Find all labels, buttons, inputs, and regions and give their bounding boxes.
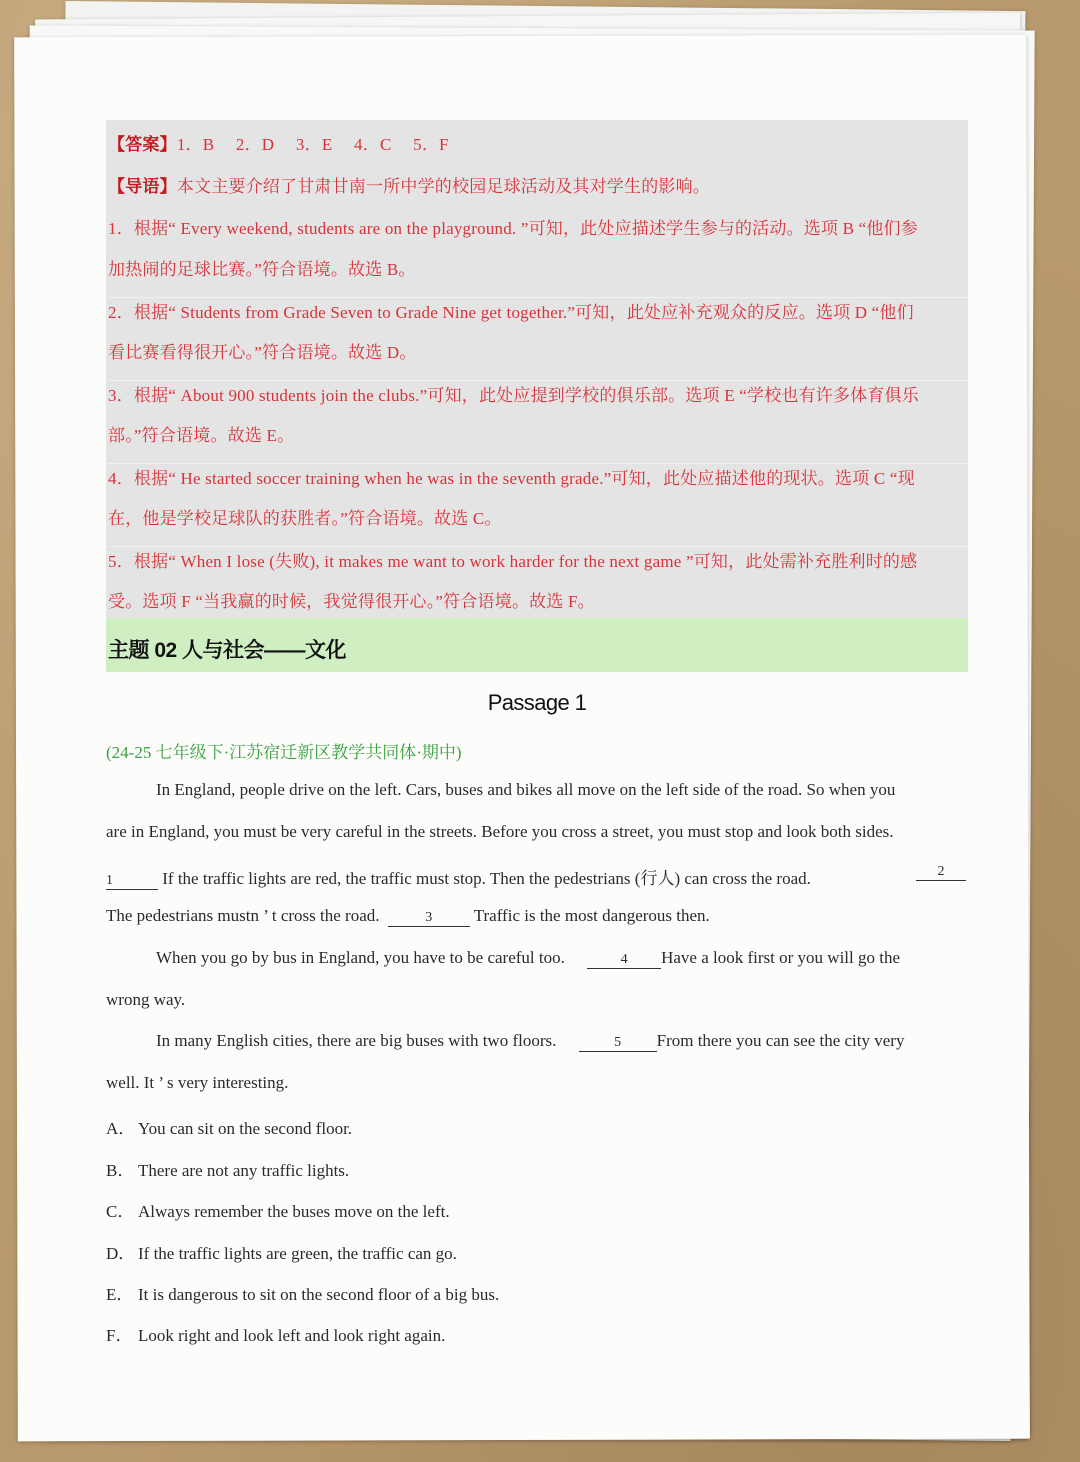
guide-tag: 【导语】 <box>108 177 177 196</box>
option-item <box>106 1197 450 1222</box>
answer-blank: 4 <box>587 952 661 969</box>
passage-source: (24-25 七年级下·江苏宿迁新区教学共同体·期中) <box>106 743 462 762</box>
passage-line <box>156 948 900 969</box>
answer-blank: 1 <box>106 873 158 890</box>
passage-line: are in England, you must be very careful in the streets. Before you cross a street, you must stop and look both sides. <box>106 822 894 841</box>
guide-line <box>108 172 968 197</box>
explanation-line: 受。选项 F “当我赢的时候，我觉得很开心。”符合语境。故选 F。 <box>108 592 595 611</box>
option-letter: D． <box>106 1244 136 1263</box>
passage-text: From there you can see the city very <box>656 1031 905 1050</box>
passage-line: well. It ’ s very interesting. <box>106 1073 289 1092</box>
option-letter: A． <box>106 1119 136 1138</box>
option-item <box>106 1321 445 1346</box>
topic-heading-bar <box>106 618 968 672</box>
option-text: Always remember the buses move on the left. <box>138 1202 450 1221</box>
passage-line <box>156 1031 904 1052</box>
option-text: It is dangerous to sit on the second floor of a big bus. <box>138 1285 500 1304</box>
option-letter: C． <box>106 1202 135 1221</box>
guide-text: 本文主要介绍了甘肃甘南一所中学的校园足球活动及其对学生的影响。 <box>176 177 711 196</box>
explanation-line: 5．根据“ When I lose (失败), it makes me want to work harder for the next game ”可知，此处需补充胜利时的感 <box>108 546 968 572</box>
passage-line: In England, people drive on the left. Cars, buses and bikes all move on the left side of the road. So when you <box>156 780 896 799</box>
answer-blank: 2 <box>916 864 966 881</box>
option-item <box>106 1114 352 1139</box>
topic-heading: 主题 02 人与社会——文化 <box>108 639 347 662</box>
passage-text: If the traffic lights are red, the traffic must stop. Then the pedestrians (行人) can cross the road. <box>158 869 811 888</box>
answer-explanation-box <box>106 120 968 618</box>
answer-blank: 5 <box>579 1035 657 1052</box>
answer-values: 1．B 2．D 3．E 4．C 5．F <box>176 135 449 154</box>
passage-title: Passage 1 <box>487 690 587 715</box>
passage-line <box>106 864 968 890</box>
explanation-line: 加热闹的足球比赛。”符合语境。故选 B。 <box>108 260 416 279</box>
option-item <box>106 1239 457 1264</box>
option-letter: B． <box>106 1161 135 1180</box>
explanation-line: 在，他是学校足球队的获胜者。”符合语境。故选 C。 <box>108 509 502 528</box>
passage-text: The pedestrians mustn ’ t cross the road. <box>106 906 380 925</box>
option-item <box>106 1280 499 1305</box>
explanation-line: 2．根据“ Students from Grade Seven to Grade Nine get together.”可知，此处应补充观众的反应。选项 D “他们 <box>108 297 968 323</box>
explanation-line: 3．根据“ About 900 students join the clubs.”可知，此处应提到学校的俱乐部。选项 E “学校也有许多体育俱乐 <box>108 380 968 406</box>
option-item <box>106 1156 349 1181</box>
passage-text: When you go by bus in England, you have to be careful too. <box>156 948 565 967</box>
passage-text: Have a look first or you will go the <box>661 948 901 967</box>
option-text: There are not any traffic lights. <box>138 1161 350 1180</box>
explanation-line: 1．根据“ Every weekend, students are on the playground. ”可知，此处应描述学生参与的活动。选项 B “他们参 <box>108 219 918 238</box>
answer-line <box>108 130 968 155</box>
passage-text: Traffic is the most dangerous then. <box>469 906 710 925</box>
passage-text: In many English cities, there are big buses with two floors. <box>156 1031 557 1050</box>
explanation-line: 看比赛看得很开心。”符合语境。故选 D。 <box>108 343 417 362</box>
option-text: You can sit on the second floor. <box>138 1119 353 1138</box>
passage-line: wrong way. <box>106 990 186 1009</box>
passage-line <box>106 906 710 927</box>
answer-tag: 【答案】 <box>108 135 177 154</box>
option-letter: F． <box>106 1326 133 1345</box>
option-letter: E． <box>106 1285 134 1304</box>
answer-blank: 3 <box>388 910 470 927</box>
explanation-line: 部。”符合语境。故选 E。 <box>108 426 295 445</box>
option-text: If the traffic lights are green, the traffic can go. <box>138 1244 457 1263</box>
page-content <box>106 120 968 1360</box>
option-text: Look right and look left and look right again. <box>138 1326 446 1345</box>
explanation-line: 4．根据“ He started soccer training when he was in the seventh grade.”可知，此处应描述他的现状。选项 C “现 <box>108 463 968 489</box>
